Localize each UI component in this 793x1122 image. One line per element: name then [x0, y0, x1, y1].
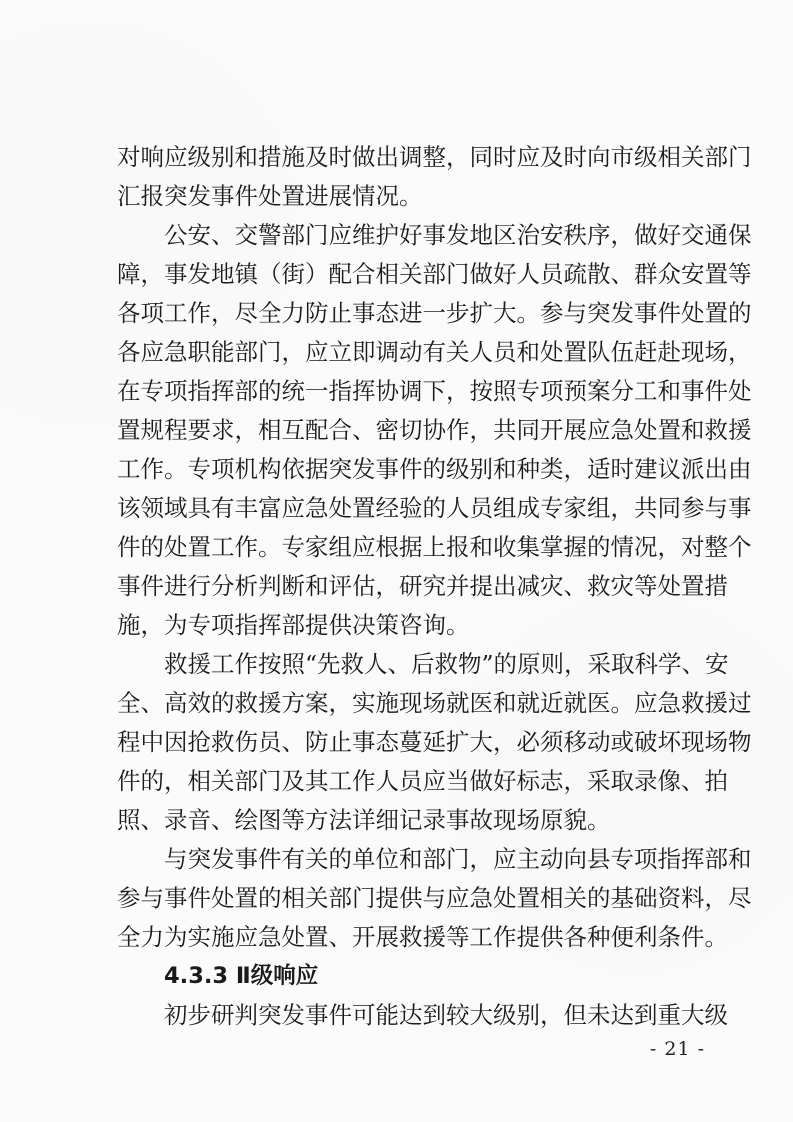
- paragraph-line-police-6: 置规程要求，相互配合、密切协作，共同开展应急处置和救援: [117, 416, 752, 444]
- paragraph-line-police-10: 事件进行分析判断和评估，研究并提出减灾、救灾等处置措: [117, 572, 728, 600]
- paragraph-line-police-11: 施，为专项指挥部提供决策咨询。: [117, 611, 470, 639]
- paragraph-line-rescue-3: 程中因抢救伤员、防止事态蔓延扩大，必须移动或破坏现场物: [117, 728, 752, 756]
- paragraph-line-police-1: 公安、交警部门应维护好事发地区治安秩序，做好交通保: [164, 221, 752, 249]
- text-line-1: 对响应级别和措施及时做出调整，同时应及时向市级相关部门: [117, 143, 752, 171]
- paragraph-line-police-7: 工作。专项机构依据突发事件的级别和种类，适时建议派出由: [117, 455, 752, 483]
- paragraph-line-rescue-2: 全、高效的救援方案，实施现场就医和就近就医。应急救援过: [117, 689, 752, 717]
- paragraph-line-police-2: 障，事发地镇（街）配合相关部门做好人员疏散、群众安置等: [117, 260, 752, 288]
- paragraph-line-police-9: 件的处置工作。专家组应根据上报和收集掌握的情况，对整个: [117, 533, 752, 561]
- paragraph-line-rescue-4: 件的，相关部门及其工作人员应当做好标志，采取录像、拍: [117, 767, 728, 795]
- paragraph-line-police-3: 各项工作，尽全力防止事态进一步扩大。参与突发事件处置的: [117, 299, 752, 327]
- paragraph-line-support-2: 参与事件处置的相关部门提供与应急处置相关的基础资料，尽: [117, 884, 752, 912]
- paragraph-line-police-4: 各应急职能部门，应立即调动有关人员和处置队伍赶赴现场，: [117, 338, 752, 366]
- document-body: [117, 138, 752, 1035]
- paragraph-line-rescue-1: 救援工作按照“先救人、后救物”的原则，采取科学、安: [164, 650, 729, 678]
- section-heading-4-3-3: 4.3.3 Ⅱ级响应: [164, 963, 319, 989]
- paragraph-line-support-3: 全力为实施应急处置、开展救援等工作提供各种便利条件。: [117, 923, 728, 951]
- text-line-2: 汇报突发事件处置进展情况。: [117, 182, 423, 210]
- paragraph-line-support-1: 与突发事件有关的单位和部门，应主动向县专项指挥部和: [164, 845, 752, 873]
- paragraph-line-level2-1: 初步研判突发事件可能达到较大级别，但未达到重大级: [164, 1001, 728, 1029]
- paragraph-line-police-5: 在专项指挥部的统一指挥协调下，按照专项预案分工和事件处: [117, 377, 752, 405]
- page-number: - 21 -: [649, 1038, 705, 1060]
- paragraph-line-police-8: 该领域具有丰富应急处置经验的人员组成专家组，共同参与事: [117, 494, 752, 522]
- paragraph-line-rescue-5: 照、录音、绘图等方法详细记录事故现场原貌。: [117, 806, 611, 834]
